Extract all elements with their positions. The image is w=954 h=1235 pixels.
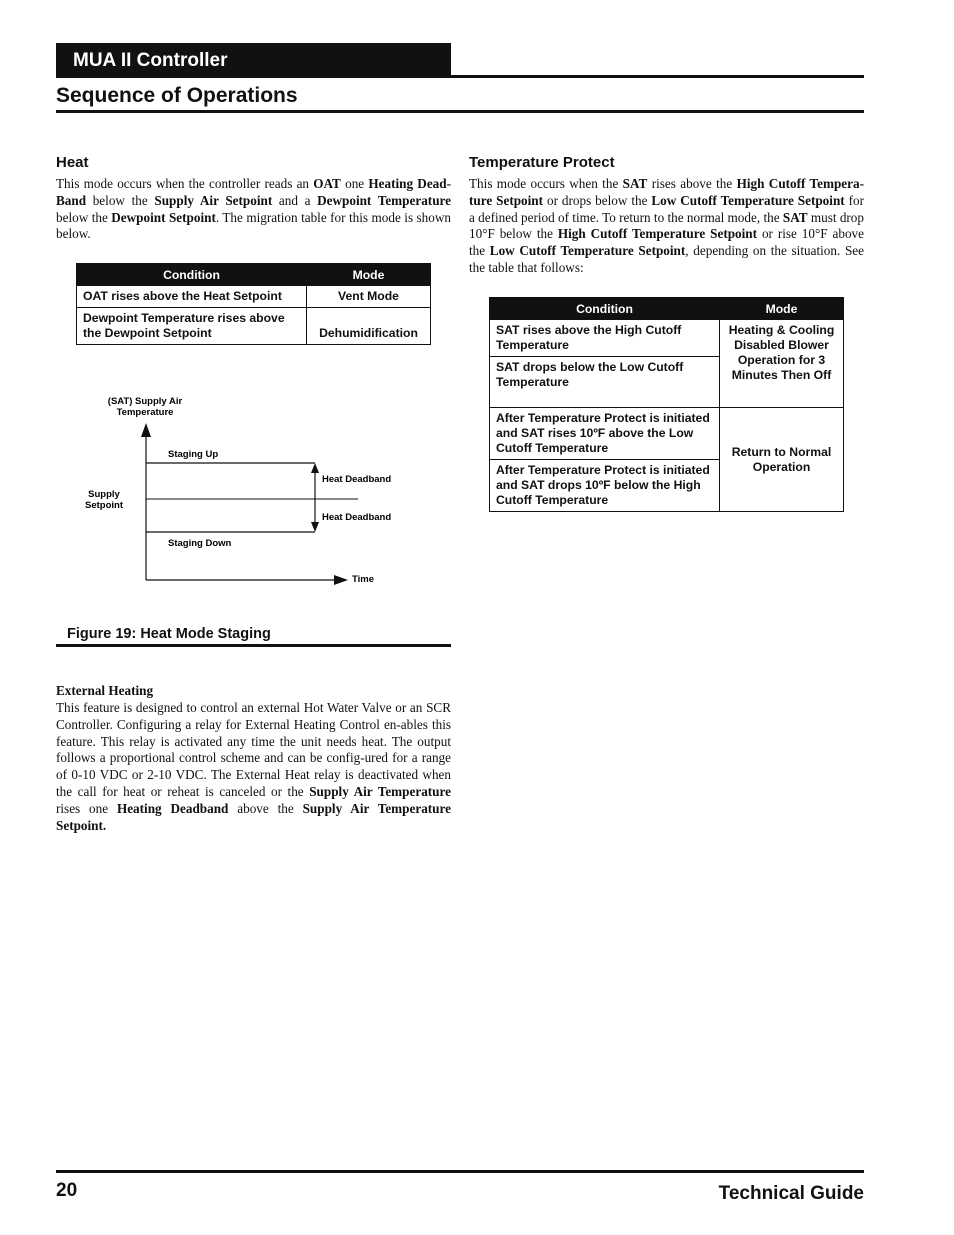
deadband-down-arrow xyxy=(311,522,319,532)
heat-mode-staging-diagram xyxy=(60,385,400,595)
table-row xyxy=(77,286,431,308)
setpoint-label-line2: Setpoint xyxy=(85,500,123,511)
table-cell-mode: Dehumidification xyxy=(307,308,431,345)
table-header-condition: Condition xyxy=(77,264,307,286)
y-axis-label-line1: (SAT) Supply Air xyxy=(107,396,183,407)
footer-rule xyxy=(56,1170,864,1173)
bold-term: Dewpoint Temperature xyxy=(317,192,451,208)
table-cell-mode: Heating & Cooling Disabled Blower Operation for 3 Minutes Then Off xyxy=(720,320,844,408)
header-rule xyxy=(56,75,864,78)
bold-term: Supply Air Setpoint xyxy=(154,192,273,208)
table-cell-condition: After Temperature Protect is initiated and SAT rises 10ºF above the Low Cutoff Temperature xyxy=(490,408,720,460)
bold-term: SAT xyxy=(782,209,808,225)
table-header-mode: Mode xyxy=(720,298,844,320)
figure-rule xyxy=(56,644,451,647)
section-title: Sequence of Operations xyxy=(56,84,298,107)
y-axis-label-line2: Temperature xyxy=(116,407,174,418)
table-cell-condition: OAT rises above the Heat Setpoint xyxy=(77,286,307,308)
figure-caption: Figure 19: Heat Mode Staging xyxy=(67,626,271,642)
table-cell-condition: SAT drops below the Low Cutoff Temperature xyxy=(490,357,720,408)
table-row xyxy=(490,408,844,460)
x-axis-arrow xyxy=(334,575,348,585)
heat-migration-table xyxy=(76,263,431,345)
bold-term: Low Cutoff Temperature Setpoint xyxy=(651,192,845,208)
x-axis-label: Time xyxy=(352,574,375,585)
deadband-upper-label: Heat Deadband xyxy=(322,474,392,485)
table-cell-condition: After Temperature Protect is initiated and SAT drops 10ºF below the High Cutoff Temperature xyxy=(490,460,720,512)
external-heating-paragraph: This feature is designed to control an external Hot Water Valve or an SCR Controller. Configuring a relay for External Heating Control en-ables this feature. This relay is activated any time the unit needs heat. The output follows a proportional control scheme and can be config-ured for a range of 0-10 VDC or 2-10 VDC. The External Heat relay is deactivated when the call for heat or reheat is canceled or the Supply Air Temperature rises one Heating Deadband above the Supply Air Temperature Setpoint. xyxy=(56,700,451,833)
bold-term: Low Cutoff Temperature Setpoint xyxy=(489,243,686,259)
staging-down-label: Staging Down xyxy=(168,538,232,549)
table-cell-mode: Return to Normal Operation xyxy=(720,408,844,512)
temperature-protect-paragraph: This mode occurs when the SAT rises above the High Cutoff Tempera-ture Setpoint or drops below the Low Cutoff Temperature Setpoint for a defined period of time. To return to the normal mode, the SAT must drop 10°F below the High Cutoff Temperature Setpoint or rise 10°F above the Low Cutoff Temperature Setpoint, depending on the situation. See the table that follows: xyxy=(469,176,865,275)
bold-term: Supply Air Temperature Setpoint. xyxy=(56,800,451,833)
table-header-row xyxy=(77,264,431,286)
header-tab-title: MUA II Controller xyxy=(73,50,228,71)
heat-heading: Heat xyxy=(56,154,89,171)
bold-term: High Cutoff Temperature Setpoint xyxy=(557,226,758,242)
page-number: 20 xyxy=(56,1180,78,1201)
table-header-row xyxy=(490,298,844,320)
staging-up-label: Staging Up xyxy=(168,449,219,460)
setpoint-label-line1: Supply xyxy=(88,489,120,500)
deadband-up-arrow xyxy=(311,463,319,473)
table-cell-condition: Dewpoint Temperature rises above the Dewpoint Setpoint xyxy=(77,308,307,345)
heat-paragraph: This mode occurs when the controller reads an OAT one Heating Dead-Band below the Supply Air Setpoint and a Dewpoint Temperature below the Dewpoint Setpoint. The migration table for this mode is shown below. xyxy=(56,176,451,242)
bold-term: OAT xyxy=(313,176,341,191)
header-tab xyxy=(56,43,451,77)
bold-term: Heating Deadband xyxy=(116,800,229,816)
title-rule xyxy=(56,110,864,113)
y-axis-arrow xyxy=(141,423,151,437)
table-cell-mode: Vent Mode xyxy=(307,286,431,308)
deadband-lower-label: Heat Deadband xyxy=(322,512,392,523)
table-header-condition: Condition xyxy=(490,298,720,320)
bold-term: Supply Air Temperature xyxy=(309,783,451,799)
table-row xyxy=(490,320,844,357)
bold-term: Heating Dead-Band xyxy=(56,176,451,208)
temperature-protect-heading: Temperature Protect xyxy=(469,154,615,171)
external-heating-heading: External Heating xyxy=(56,683,154,698)
table-row xyxy=(77,308,431,345)
bold-term: High Cutoff Tempera-ture Setpoint xyxy=(469,176,864,208)
bold-term: SAT xyxy=(622,176,648,191)
footer-title: Technical Guide xyxy=(718,1183,864,1204)
temperature-protect-table xyxy=(489,297,844,512)
table-header-mode: Mode xyxy=(307,264,431,286)
bold-term: Dewpoint Setpoint xyxy=(111,209,216,225)
table-cell-condition: SAT rises above the High Cutoff Temperature xyxy=(490,320,720,357)
